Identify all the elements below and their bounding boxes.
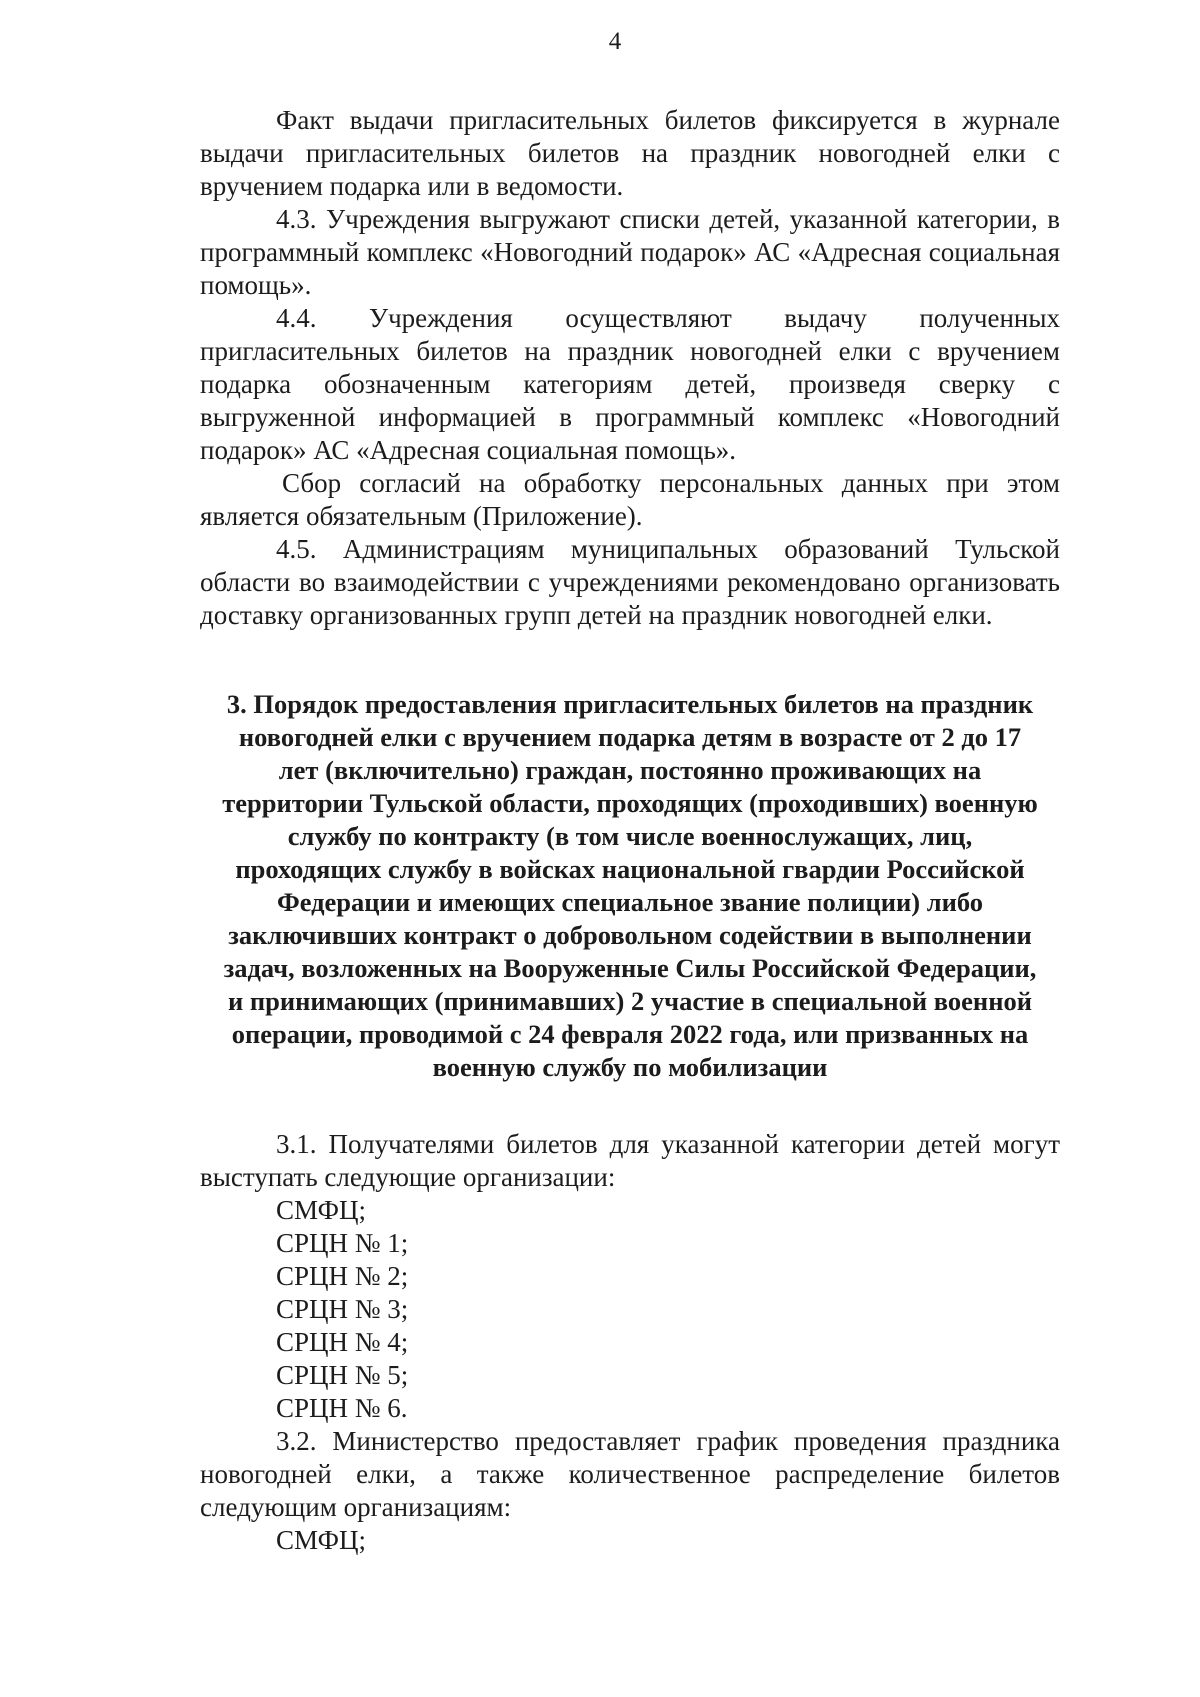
list-item: СРЦН № 3; [276,1294,409,1324]
page-number: 4 [608,28,622,55]
paragraph-consent: Сбор согласий на обработку персональных данных при этом является обязательным (Приложение). [200,468,1060,531]
list-item: СРЦН № 2; [276,1261,409,1291]
paragraph-4-4: 4.4. Учреждения осуществляют выдачу полученных пригласительных билетов на праздник новогодней елки с вручением подарка обозначенным категориям детей, произведя сверку с выгруженной информацией в программный комплекс «Новогодний подарок» АС «Адресная социальная помощь». [200,303,1060,465]
paragraph-3-1: 3.1. Получателями билетов для указанной категории детей могут выступать следующие организации: [200,1129,1060,1192]
paragraph-ticket-record: Факт выдачи пригласительных билетов фиксируется в журнале выдачи пригласительных билетов на праздник новогодней елки с вручением подарка или в ведомости. [200,105,1060,201]
document-body [200,104,1060,1557]
paragraph-4-3: 4.3. Учреждения выгружают списки детей, указанной категории, в программный комплекс «Новогодний подарок» АС «Адресная социальная помощь». [200,204,1060,300]
section-heading: 3. Порядок предоставления пригласительных билетов на праздник новогодней елки с вручением подарка детям в возрасте от 2 до 17 лет (включительно) граждан, постоянно проживающих на территории Тульской области, проходящих (проходивших) военную службу по контракту (в том числе военнослужащих, лиц, проходящих службу в войсках национальной гвардии Российской Федерации и имеющих специальное звание полиции) либо заключивших контракт о добровольном содействии в выполнении задач, возложенных на Вооруженные Силы Российской Федерации, и принимающих (принимавших) 2 участие в специальной военной операции, проводимой с 24 февраля 2022 года, или призванных на военную службу по мобилизации [222,689,1038,1082]
list-item: СРЦН № 1; [276,1228,409,1258]
list-item: СРЦН № 4; [276,1327,409,1357]
list-item: СРЦН № 6. [276,1393,408,1423]
paragraph-4-5: 4.5. Администрациям муниципальных образований Тульской области во взаимодействии с учреждениями рекомендовано организовать доставку организованных групп детей на праздник новогодней елки. [200,534,1060,630]
list-item: СМФЦ; [276,1525,366,1555]
list-item: СМФЦ; [276,1195,366,1225]
list-item: СРЦН № 5; [276,1360,409,1390]
paragraph-3-2: 3.2. Министерство предоставляет график проведения праздника новогодней елки, а также количественное распределение билетов следующим организациям: [200,1426,1060,1522]
